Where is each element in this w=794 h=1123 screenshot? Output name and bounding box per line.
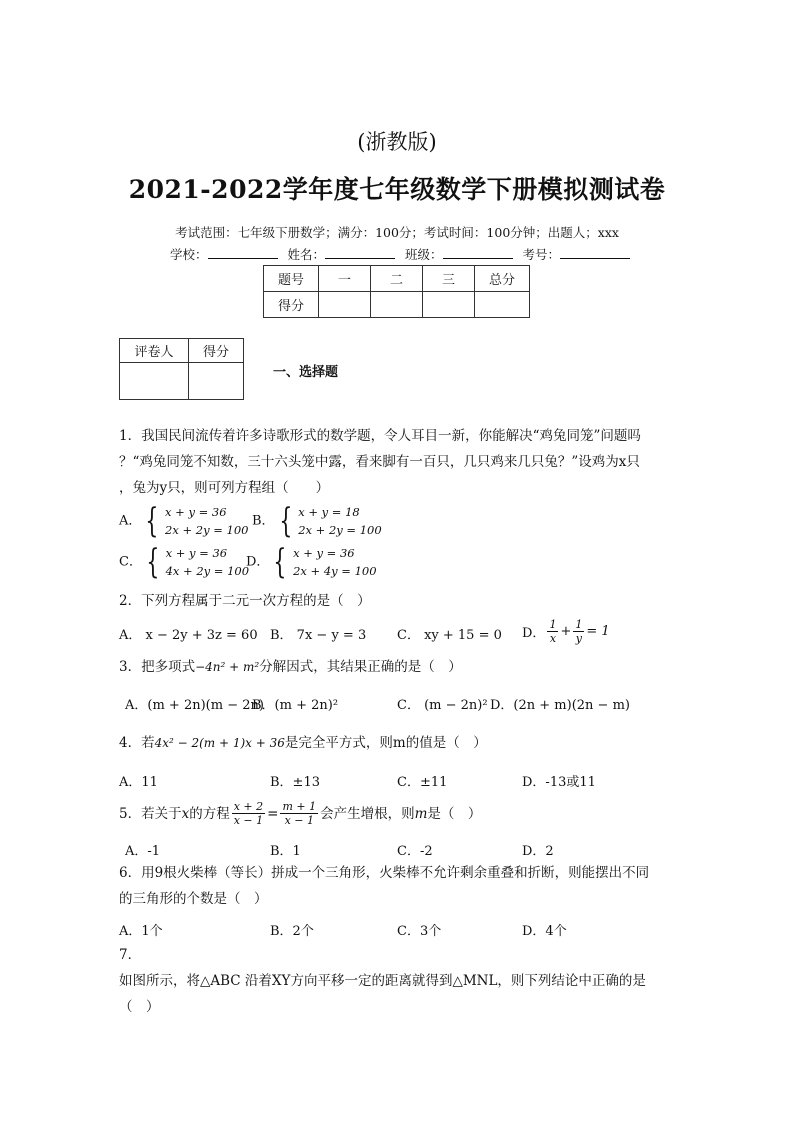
q3-option-d: D．(2n + m)(2n − m) xyxy=(490,698,630,713)
question-1 xyxy=(119,423,641,501)
grader-cell xyxy=(189,363,244,400)
question-6 xyxy=(119,860,649,912)
school-blank xyxy=(208,246,278,259)
score-header: 总分 xyxy=(475,266,530,292)
q4-option-a: A．11 xyxy=(119,775,158,790)
question-1-line: 1．我国民间流传着许多诗歌形式的数学题，令人耳目一新，你能解决“鸡兔同笼”问题吗 xyxy=(119,428,641,444)
school-label: 学校： xyxy=(170,247,208,262)
question-1-line: ？“鸡兔同笼不知数，三十六头笼中露，看来脚有一百只，几只鸡来几只兔？”设鸡为x只 xyxy=(119,454,640,470)
class-blank xyxy=(443,246,513,259)
q4-option-b: B．±13 xyxy=(270,775,320,790)
score-cell xyxy=(371,292,423,318)
q6-option-b: B．2个 xyxy=(270,924,314,939)
grader-table xyxy=(119,338,244,400)
question-7-line: （ ） xyxy=(119,999,160,1015)
q3-option-c: C． (m − 2n)² xyxy=(397,698,488,713)
q1-option-c: C． { x + y = 36 4x + 2y = 100 xyxy=(119,542,250,582)
score-header: 二 xyxy=(371,266,423,292)
name-blank xyxy=(325,246,395,259)
q4-option-d: D．-13或11 xyxy=(522,775,596,790)
exam-edition: (浙教版) xyxy=(357,130,437,154)
class-label: 班级： xyxy=(405,247,443,262)
score-cell xyxy=(423,292,475,318)
section-title: 一、选择题 xyxy=(273,365,339,380)
q1-option-b: B． { x + y = 18 2x + 2y = 100 xyxy=(252,501,382,541)
fraction: $\frac{x + 2}{x - 1}$ xyxy=(233,800,264,827)
q6-option-d: D．4个 xyxy=(522,924,567,939)
q3-option-a: A．(m + 2n)(m − 2n) xyxy=(125,698,264,713)
question-7 xyxy=(119,942,646,1020)
exam-info: 考试范围：七年级下册数学；满分：100分；考试时间：100分钟；出题人；xxx xyxy=(175,225,619,240)
q5-option-a: A．-1 xyxy=(125,844,161,859)
score-table xyxy=(263,265,530,318)
score-cell xyxy=(475,292,530,318)
q1-option-d: D． { x + y = 36 2x + 4y = 100 xyxy=(246,542,377,582)
student-info-line xyxy=(170,245,636,263)
exam-title: 2021-2022学年度七年级数学下册模拟测试卷 xyxy=(128,175,666,204)
grader-header: 得分 xyxy=(189,339,244,363)
question-6-line: 6．用9根火柴棒（等长）拼成一个三角形，火柴棒不允许剩余重叠和折断，则能摆出不同 xyxy=(119,865,650,881)
q5-option-d: D．2 xyxy=(522,844,554,859)
q2-option-a: A． x − 2y + 3z = 60 xyxy=(119,628,258,643)
question-3: 3．把多项式−4n² + m²分解因式，其结果正确的是（ ） xyxy=(119,659,462,675)
question-6-line: 的三角形的个数是（ ） xyxy=(119,891,268,907)
score-header: 一 xyxy=(319,266,371,292)
name-label: 姓名： xyxy=(287,247,326,262)
grader-cell xyxy=(120,363,189,400)
q6-option-c: C．3个 xyxy=(397,924,442,939)
q3-option-b: B．(m + 2n)² xyxy=(252,698,339,713)
q6-option-a: A．1个 xyxy=(119,924,163,939)
question-4: 4．若4x² − 2(m + 1)x + 36是完全平方式，则m的值是（ ） xyxy=(119,735,487,751)
exam-no-blank xyxy=(560,246,630,259)
fraction: $\frac{m + 1}{x - 1}$ xyxy=(282,800,317,827)
q4-option-c: C．±11 xyxy=(397,775,448,790)
grader-header: 评卷人 xyxy=(120,339,189,363)
score-header: 题号 xyxy=(264,266,319,292)
fraction: $\frac{1}{x}$ xyxy=(549,618,557,645)
score-header: 三 xyxy=(423,266,475,292)
question-5: 5．若关于 x 的方程 $\frac{x + 2}{x - 1}$ = $\frac{m + 1}{x - 1}$ 会产生增根，则 m 是（ ） xyxy=(119,800,482,827)
q5-option-b: B．1 xyxy=(270,844,301,859)
score-cell xyxy=(319,292,371,318)
q2-option-b: B． 7x − y = 3 xyxy=(270,628,367,643)
q2-option-d: D． $\frac{1}{x}$ + $\frac{1}{y}$ = 1 xyxy=(522,618,610,645)
question-7-line: 如图所示，将△ABC 沿着XY方向平移一定的距离就得到△MNL，则下列结论中正确的是 xyxy=(119,973,646,989)
q5-option-c: C．-2 xyxy=(397,844,433,859)
question-1-line: ，兔为y只，则可列方程组（ ） xyxy=(119,480,330,496)
exam-no-label: 考号： xyxy=(522,247,561,262)
score-row-label: 得分 xyxy=(264,292,319,318)
q2-option-c: C． xy + 15 = 0 xyxy=(397,628,502,643)
question-7-number: 7． xyxy=(119,947,142,963)
fraction: $\frac{1}{y}$ xyxy=(575,618,583,645)
q1-option-a: A． { x + y = 36 2x + 2y = 100 xyxy=(119,501,249,541)
question-2: 2．下列方程属于二元一次方程的是（ ） xyxy=(119,593,371,609)
